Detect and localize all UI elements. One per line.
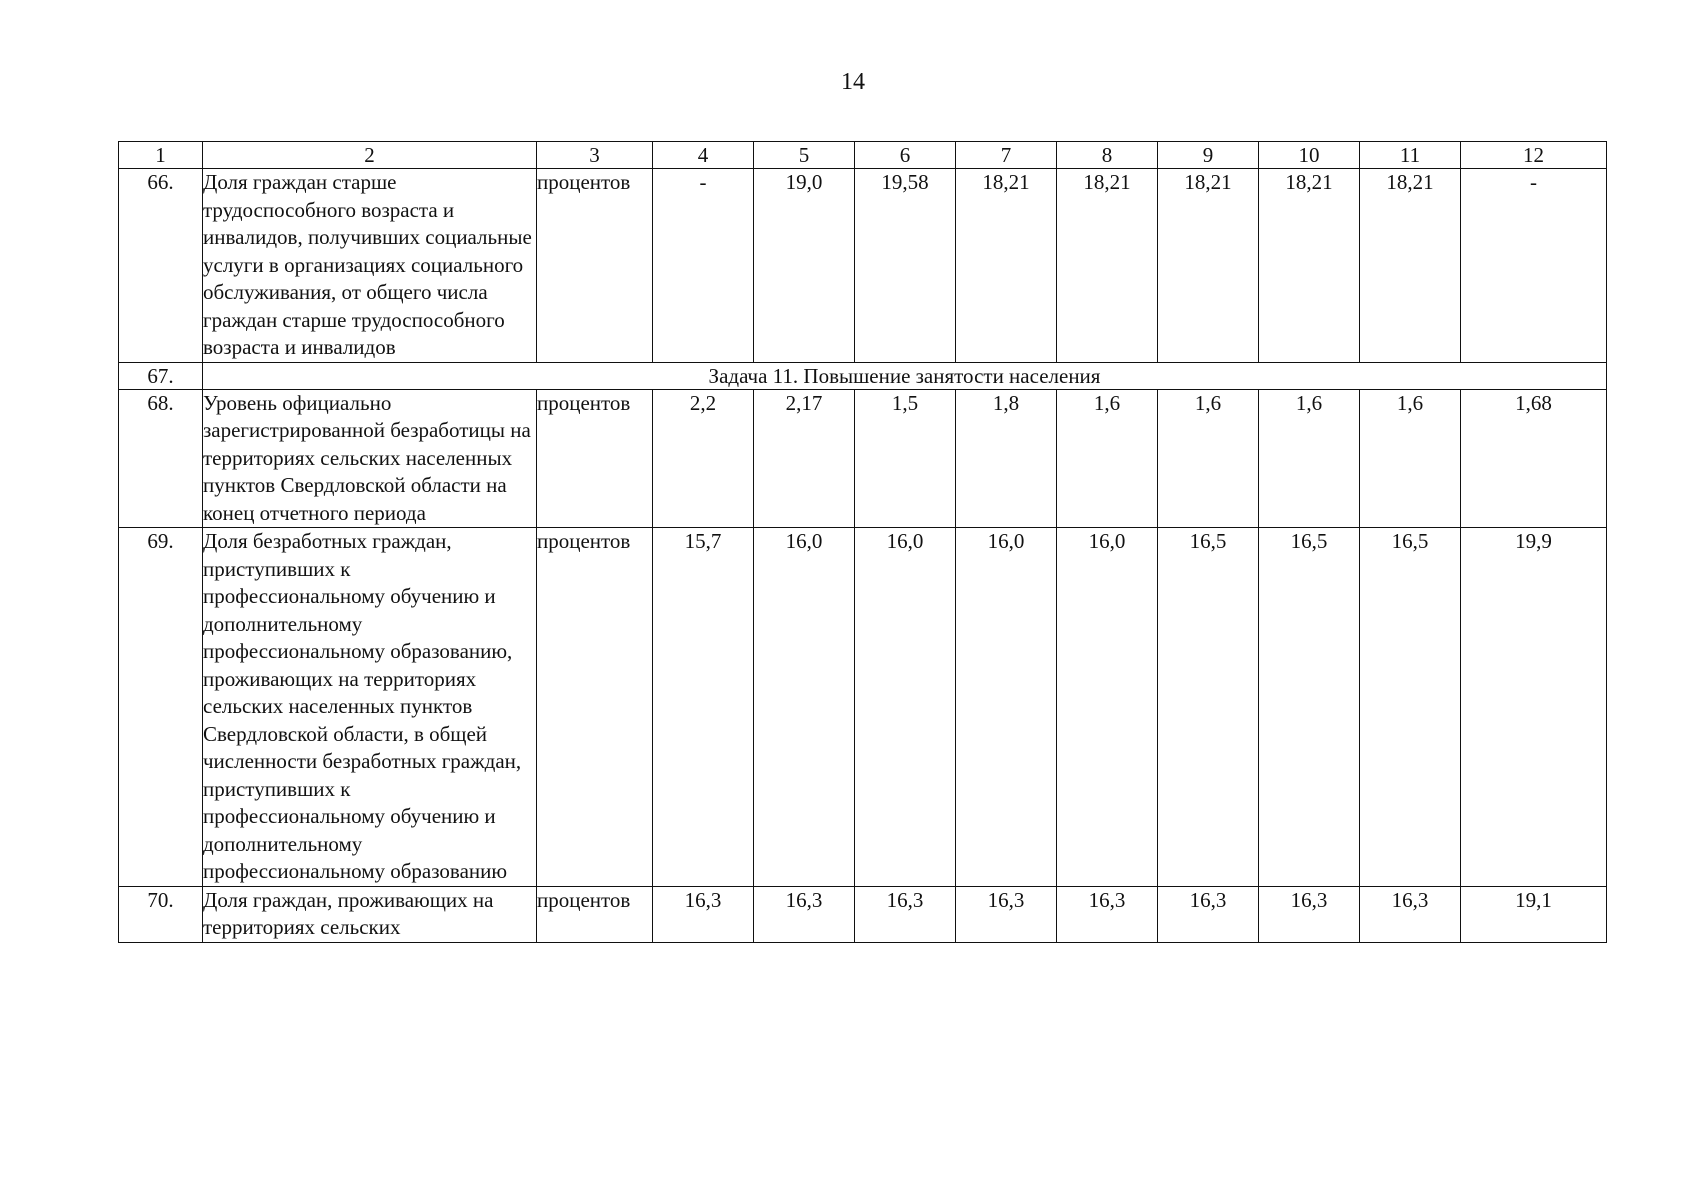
- value-cell: 19,1: [1461, 886, 1607, 942]
- indicators-table: [118, 141, 1607, 943]
- row-number: 66.: [119, 169, 203, 363]
- column-header: 9: [1158, 142, 1259, 169]
- indicator-name: Доля безработных граждан, приступивших к профессиональному обучению и дополнительному профессиональному образованию, проживающих на территориях сельских населенных пунктов Свердловской области, в общей численности безработных граждан, приступивших к профессиональному обучению и дополнительному профессиональному образованию: [203, 528, 537, 887]
- column-header: 6: [855, 142, 956, 169]
- value-cell: 1,8: [956, 389, 1057, 528]
- table-row-67: [119, 362, 1607, 389]
- value-cell: 18,21: [1360, 169, 1461, 363]
- column-header: 12: [1461, 142, 1607, 169]
- value-cell: 16,0: [754, 528, 855, 887]
- row-number: 67.: [119, 362, 203, 389]
- table-row-70: [119, 886, 1607, 942]
- value-cell: 18,21: [1057, 169, 1158, 363]
- row-number: 69.: [119, 528, 203, 887]
- value-cell: 16,0: [956, 528, 1057, 887]
- row-number: 70.: [119, 886, 203, 942]
- value-cell: 16,5: [1360, 528, 1461, 887]
- value-cell: -: [653, 169, 754, 363]
- value-cell: 16,3: [1057, 886, 1158, 942]
- value-cell: 16,3: [956, 886, 1057, 942]
- value-cell: 16,3: [754, 886, 855, 942]
- value-cell: 1,68: [1461, 389, 1607, 528]
- column-header: 1: [119, 142, 203, 169]
- column-header: 4: [653, 142, 754, 169]
- column-header: 5: [754, 142, 855, 169]
- value-cell: 1,6: [1057, 389, 1158, 528]
- table-row-69: [119, 528, 1607, 887]
- value-cell: 16,0: [1057, 528, 1158, 887]
- page-number: 14: [841, 69, 865, 95]
- table-row-66: [119, 169, 1607, 363]
- value-cell: 18,21: [1259, 169, 1360, 363]
- column-header: 3: [537, 142, 653, 169]
- value-cell: 19,9: [1461, 528, 1607, 887]
- value-cell: 16,3: [1259, 886, 1360, 942]
- value-cell: 18,21: [956, 169, 1057, 363]
- column-header: 2: [203, 142, 537, 169]
- value-cell: 16,5: [1259, 528, 1360, 887]
- value-cell: 19,0: [754, 169, 855, 363]
- value-cell: 16,3: [653, 886, 754, 942]
- column-header: 7: [956, 142, 1057, 169]
- indicator-name: Доля граждан, проживающих на территориях сельских: [203, 886, 537, 942]
- unit-cell: процентов: [537, 886, 653, 942]
- column-number-header-row: [119, 142, 1607, 169]
- value-cell: 1,6: [1360, 389, 1461, 528]
- value-cell: 16,3: [1158, 886, 1259, 942]
- value-cell: 18,21: [1158, 169, 1259, 363]
- value-cell: 1,5: [855, 389, 956, 528]
- value-cell: 2,2: [653, 389, 754, 528]
- column-header: 8: [1057, 142, 1158, 169]
- value-cell: 16,5: [1158, 528, 1259, 887]
- unit-cell: процентов: [537, 389, 653, 528]
- value-cell: 19,58: [855, 169, 956, 363]
- column-header: 11: [1360, 142, 1461, 169]
- value-cell: 16,3: [855, 886, 956, 942]
- row-number: 68.: [119, 389, 203, 528]
- task-title: Задача 11. Повышение занятости населения: [203, 362, 1607, 389]
- indicator-name: Уровень официально зарегистрированной безработицы на территориях сельских населенных пунктов Свердловской области на конец отчетного периода: [203, 389, 537, 528]
- value-cell: 1,6: [1259, 389, 1360, 528]
- value-cell: 16,3: [1360, 886, 1461, 942]
- value-cell: 16,0: [855, 528, 956, 887]
- table-row-68: [119, 389, 1607, 528]
- column-header: 10: [1259, 142, 1360, 169]
- value-cell: 2,17: [754, 389, 855, 528]
- value-cell: 15,7: [653, 528, 754, 887]
- unit-cell: процентов: [537, 169, 653, 363]
- unit-cell: процентов: [537, 528, 653, 887]
- indicator-name: Доля граждан старше трудоспособного возраста и инвалидов, получивших социальные услуги в организациях социального обслуживания, от общего числа граждан старше трудоспособного возраста и инвалидов: [203, 169, 537, 363]
- value-cell: 1,6: [1158, 389, 1259, 528]
- value-cell: -: [1461, 169, 1607, 363]
